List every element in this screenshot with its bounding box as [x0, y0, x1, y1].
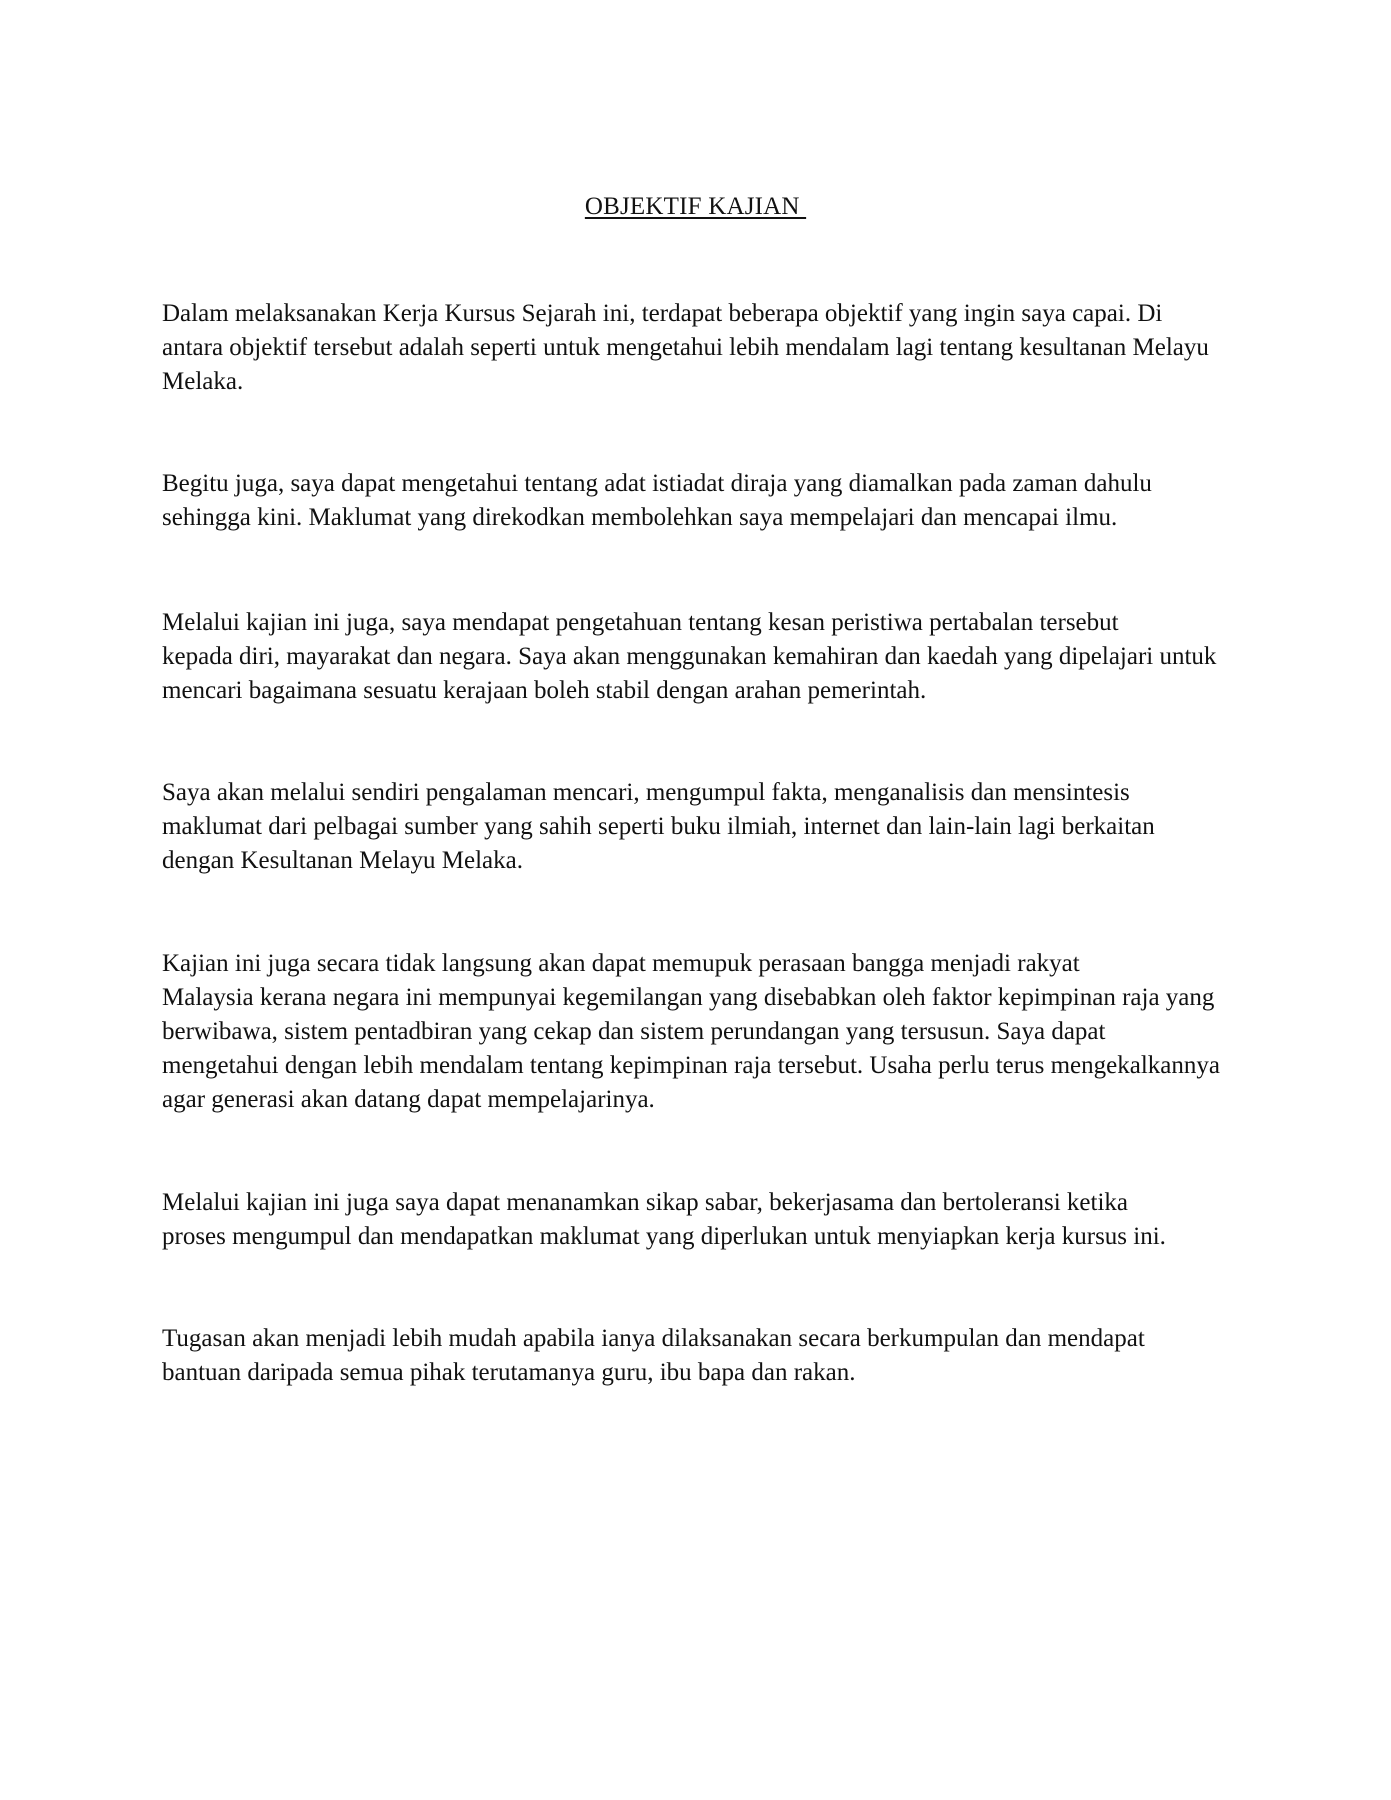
paragraph-4: Saya akan melalui sendiri pengalaman mencari, mengumpul fakta, menganalisis dan mensintesis maklumat dari pelbagai sumber yang sahih seperti buku ilmiah, internet dan lain-lain lagi berkaitan dengan Kesultanan Melayu Melaka.	[162, 779, 1155, 874]
paragraph-7: Tugasan akan menjadi lebih mudah apabila ianya dilaksanakan secara berkumpulan dan mendapat bantuan daripada semua pihak terutamanya guru, ibu bapa dan rakan.	[162, 1325, 1145, 1386]
paragraph-1: Dalam melaksanakan Kerja Kursus Sejarah ini, terdapat beberapa objektif yang ingin saya capai. Di antara objektif tersebut adalah seperti untuk mengetahui lebih mendalam lagi tentang kesultanan Melayu Melaka.	[162, 300, 1209, 395]
page-title: OBJEKTIF KAJIAN	[584, 193, 807, 220]
paragraph-3: Melalui kajian ini juga, saya mendapat pengetahuan tentang kesan peristiwa pertabalan tersebut kepada diri, mayarakat dan negara. Saya akan menggunakan kemahiran dan kaedah yang dipelajari untuk mencari bagaimana sesuatu kerajaan boleh stabil dengan arahan pemerintah.	[162, 609, 1217, 704]
paragraph-5: Kajian ini juga secara tidak langsung akan dapat memupuk perasaan bangga menjadi rakyat Malaysia kerana negara ini mempunyai kegemilangan yang disebabkan oleh faktor kepimpinan raja yang berwibawa, sistem pentadbiran yang cekap dan sistem perundangan yang tersusun. Saya dapat mengetahui dengan lebih mendalam tentang kepimpinan raja tersebut. Usaha perlu terus mengekalkannya agar generasi akan datang dapat mempelajarinya.	[162, 950, 1220, 1113]
paragraph-2: Begitu juga, saya dapat mengetahui tentang adat istiadat diraja yang diamalkan pada zaman dahulu sehingga kini. Maklumat yang direkodkan membolehkan saya mempelajari dan mencapai ilmu.	[162, 470, 1152, 531]
paragraph-6: Melalui kajian ini juga saya dapat menanamkan sikap sabar, bekerjasama dan bertoleransi ketika proses mengumpul dan mendapatkan maklumat yang diperlukan untuk menyiapkan kerja kursus ini.	[162, 1189, 1166, 1250]
